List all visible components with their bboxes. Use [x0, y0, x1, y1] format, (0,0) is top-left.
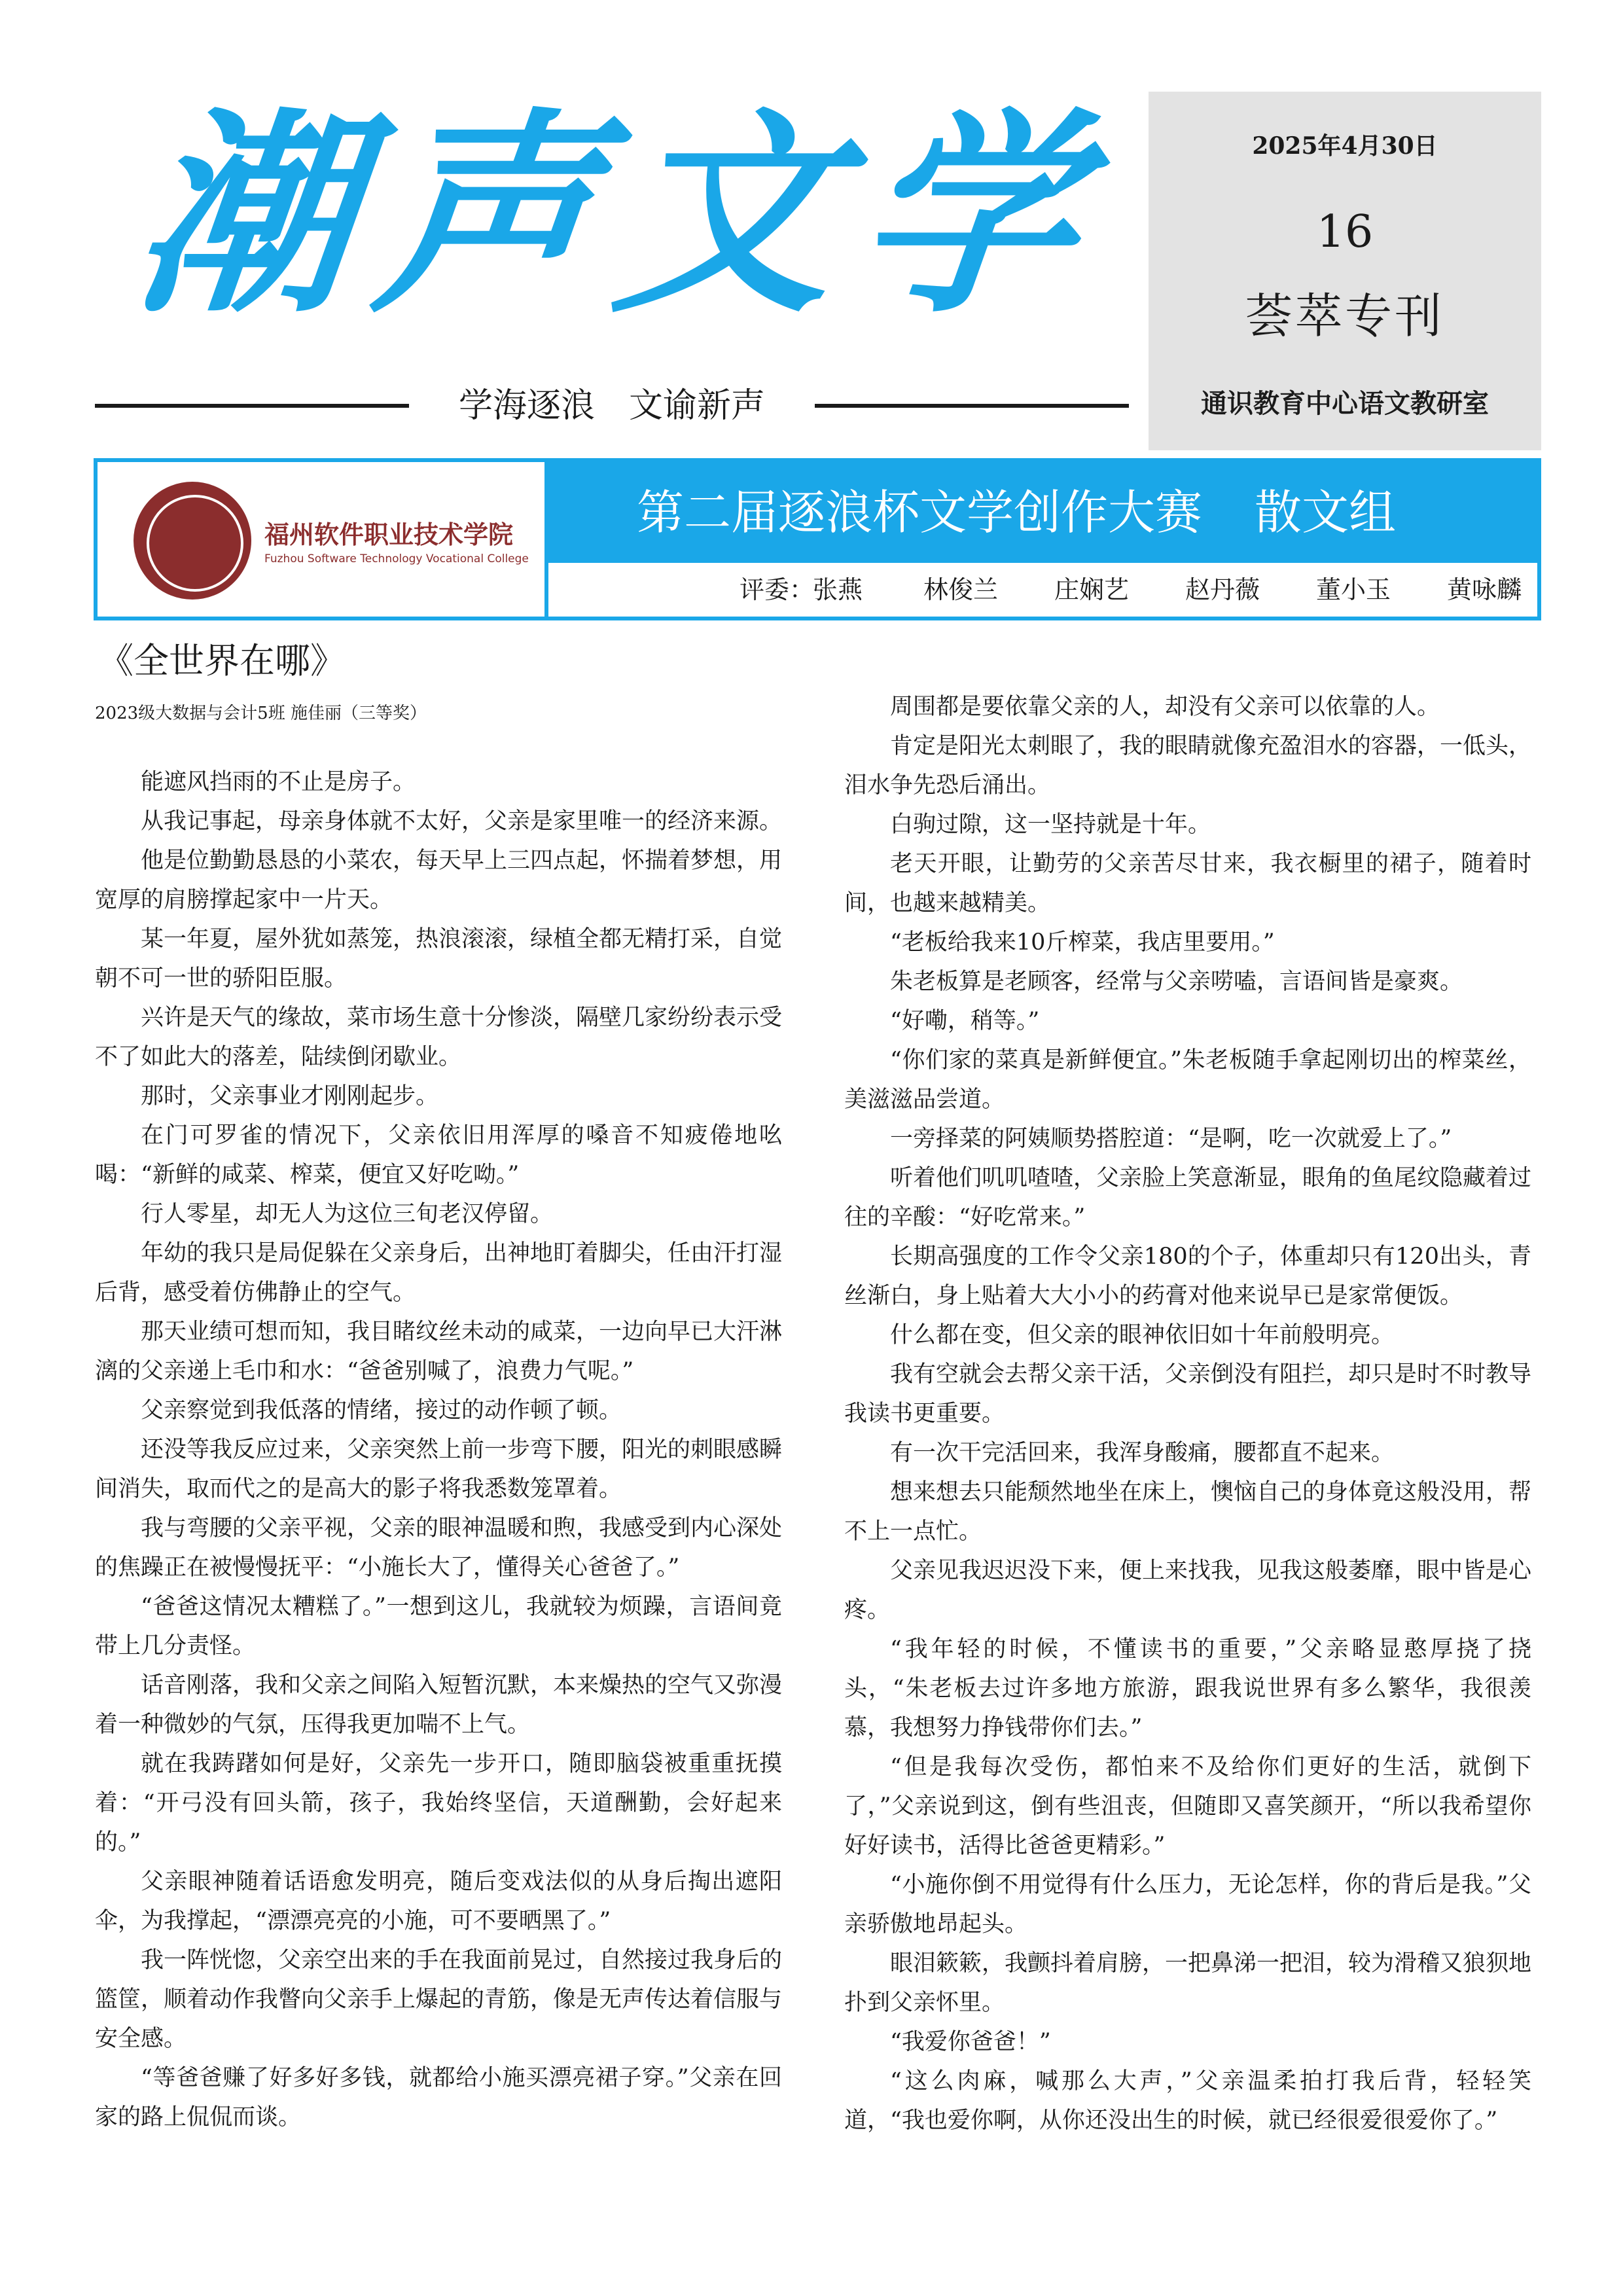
article-paragraph: “好嘞，稍等。”: [890, 1008, 1040, 1034]
article-paragraph: 眼泪簌簌，我颤抖着肩膀，一把鼻涕一把泪，较为滑稽又狼狈地扑到父亲怀里。: [844, 1950, 1532, 2016]
college-name-en: Fuzhou Software Technology Vocational College: [264, 552, 529, 565]
article-title: 《全世界在哪》: [98, 640, 346, 681]
judge-name: 董小玉: [1316, 575, 1391, 604]
slogan-divider-right: [815, 404, 1129, 408]
judge-name: 张燕: [813, 575, 863, 604]
judge-name: 林俊兰: [923, 575, 999, 604]
article-paragraph: “这么肉麻，喊那么大声，”父亲温柔拍打我后背，轻轻笑道，“我也爱你啊，从你还没出生的时候，就已经很爱很爱你了。”: [844, 2068, 1531, 2134]
judge-name: 黄咏麟: [1447, 575, 1522, 604]
article-paragraph: “我年轻的时候，不懂读书的重要，”父亲略显憨厚挠了挠头，“朱老板去过许多地方旅游，跟我说世界有多么繁华，我很羡慕，我想努力挣钱带你们去。”: [844, 1636, 1531, 1741]
article-paragraph: 白驹过隙，这一坚持就是十年。: [890, 812, 1211, 838]
article-paragraph: “但是我每次受伤，都怕来不及给你们更好的生活，就倒下了，”父亲说到这，倒有些沮丧，但随即又喜笑颜开，“所以我希望你好好读书，活得比爸爸更精彩。”: [844, 1754, 1531, 1859]
article-paragraph: 我一阵恍惚，父亲空出来的手在我面前晃过，自然接过我身后的篮筐，顺着动作我瞥向父亲手上爆起的青筋，像是无声传达着信服与安全感。: [95, 1947, 783, 2052]
article-paragraph: 从我记事起，母亲身体就不太好，父亲是家里唯一的经济来源。: [141, 808, 783, 834]
article-paragraph: “我爱你爸爸！”: [890, 2029, 1051, 2055]
article-paragraph: “老板给我来10斤榨菜，我店里要用。”: [890, 929, 1275, 956]
article-paragraph: 想来想去只能颓然地坐在床上，懊恼自己的身体竟这般没用，帮不上一点忙。: [844, 1479, 1532, 1545]
article-paragraph: 行人零星，却无人为这位三旬老汉停留。: [141, 1201, 554, 1227]
article-paragraph: “等爸爸赚了好多好多钱，就都给小施买漂亮裙子穿。”父亲在回家的路上侃侃而谈。: [95, 2065, 782, 2130]
article-paragraph: 什么都在变，但父亲的眼神依旧如十年前般明亮。: [890, 1322, 1395, 1348]
article-paragraph: 肯定是阳光太刺眼了，我的眼睛就像充盈泪水的容器，一低头，泪水争先恐后涌出。: [844, 733, 1532, 798]
article-paragraph: 有一次干完活回来，我浑身酸痛，腰都直不起来。: [890, 1440, 1395, 1466]
article-paragraph: 某一年夏，屋外犹如蒸笼，热浪滚滚，绿植全都无精打采，自觉朝不可一世的骄阳臣服。: [95, 926, 783, 992]
article-paragraph: 我与弯腰的父亲平视，父亲的眼神温暖和煦，我感受到内心深处的焦躁正在被慢慢抚平：“小施长大了，懂得关心爸爸了。”: [95, 1515, 783, 1581]
slogan: 学海逐浪 文谕新声: [458, 386, 765, 425]
judge-name: 赵丹薇: [1185, 575, 1260, 604]
article-paragraph: 一旁择菜的阿姨顺势搭腔道：“是啊，吃一次就爱上了。”: [890, 1126, 1452, 1152]
issue-date: 2025年4月30日: [1252, 132, 1438, 160]
article-paragraph: 他是位勤勤恳恳的小菜农，每天早上三四点起，怀揣着梦想，用宽厚的肩膀撑起家中一片天。: [95, 848, 783, 913]
article-paragraph: 听着他们叽叽喳喳，父亲脸上笑意渐显，眼角的鱼尾纹隐藏着过往的辛酸：“好吃常来。”: [844, 1165, 1532, 1230]
article-paragraph: 朱老板算是老顾客，经常与父亲唠嗑，言语间皆是豪爽。: [890, 969, 1463, 995]
article-paragraph: 在门可罗雀的情况下，父亲依旧用浑厚的嗓音不知疲倦地吆喝：“新鲜的咸菜、榨菜，便宜又好吃呦。”: [95, 1122, 782, 1188]
article-paragraph: “你们家的菜真是新鲜便宜。”朱老板随手拿起刚切出的榨菜丝，美滋滋品尝道。: [844, 1047, 1531, 1113]
article-paragraph: 周围都是要依靠父亲的人，却没有父亲可以依靠的人。: [890, 694, 1440, 720]
article-paragraph: 那天业绩可想而知，我目睹纹丝未动的咸菜，一边向早已大汗淋漓的父亲递上毛巾和水：“爸爸别喊了，浪费力气呢。”: [95, 1319, 783, 1384]
article-paragraph: “小施你倒不用觉得有什么压力，无论怎样，你的背后是我。”父亲骄傲地昂起头。: [844, 1872, 1531, 1937]
judge-name: 庄娴艺: [1054, 575, 1130, 604]
article-paragraph: 父亲察觉到我低落的情绪，接过的动作顿了顿。: [141, 1397, 622, 1424]
issue-info-box: [1149, 92, 1541, 450]
article-paragraph: “爸爸这情况太糟糕了。”一想到这儿，我就较为烦躁，言语间竟带上几分责怪。: [95, 1594, 782, 1659]
contest-heading: [548, 462, 1537, 563]
article-column-left: [95, 762, 782, 2137]
article-byline: 2023级大数据与会计5班 施佳丽（三等奖）: [95, 704, 427, 723]
issue-special-label: 荟萃专刊: [1245, 289, 1444, 344]
masthead-title: 潮声文学: [124, 90, 1115, 342]
article-paragraph: 兴许是天气的缘故，菜市场生意十分惨淡，隔壁几家纷纷表示受不了如此大的落差，陆续倒闭歇业。: [95, 1005, 783, 1070]
article-paragraph: 能遮风挡雨的不止是房子。: [141, 769, 416, 795]
judges-label: 评委：: [740, 575, 815, 604]
article-paragraph: 老天开眼，让勤劳的父亲苦尽甘来，我衣橱里的裙子，随着时间，也越来越精美。: [844, 851, 1531, 916]
article-paragraph: 长期高强度的工作令父亲180的个子，体重却只有120出头，青丝渐白，身上贴着大大小小的药膏对他来说早已是家常便饭。: [844, 1244, 1531, 1309]
college-seal-icon: [134, 482, 251, 600]
article-paragraph: 话音刚落，我和父亲之间陷入短暂沉默，本来燥热的空气又弥漫着一种微妙的气氛，压得我更加喘不上气。: [95, 1672, 783, 1738]
college-name: 福州软件职业技术学院: [264, 520, 514, 549]
article-column-right: [844, 687, 1531, 2140]
article-paragraph: 就在我踌躇如何是好，父亲先一步开口，随即脑袋被重重抚摸着：“开弓没有回头箭，孩子，我始终坚信，天道酬勤，会好起来的。”: [95, 1751, 782, 1856]
issue-number: 16: [1316, 206, 1374, 258]
judges-row: [548, 563, 1537, 617]
contest-group: 散文组: [1255, 485, 1397, 540]
contest-banner: [94, 458, 1541, 620]
article-paragraph: 还没等我反应过来，父亲突然上前一步弯下腰，阳光的刺眼感瞬间消失，取而代之的是高大的影子将我悉数笼罩着。: [95, 1437, 783, 1502]
article-paragraph: 我有空就会去帮父亲干活，父亲倒没有阻拦，却只是时不时教导我读书更重要。: [844, 1361, 1532, 1427]
article-paragraph: 父亲眼神随着话语愈发明亮，随后变戏法似的从身后掏出遮阳伞，为我撑起，“漂漂亮亮的小施，可不要晒黑了。”: [95, 1869, 782, 1934]
college-logo: [98, 462, 544, 617]
publisher-department: 通识教育中心语文教研室: [1201, 388, 1489, 419]
article-paragraph: 那时，父亲事业才刚刚起步。: [141, 1083, 439, 1109]
article-paragraph: 年幼的我只是局促躲在父亲身后，出神地盯着脚尖，任由汗打湿后背，感受着仿佛静止的空气。: [95, 1240, 783, 1306]
slogan-divider-left: [95, 404, 409, 408]
contest-name: 第二届逐浪杯文学创作大赛: [637, 485, 1203, 540]
article-paragraph: 父亲见我迟迟没下来，便上来找我，见我这般萎靡，眼中皆是心疼。: [844, 1558, 1532, 1623]
